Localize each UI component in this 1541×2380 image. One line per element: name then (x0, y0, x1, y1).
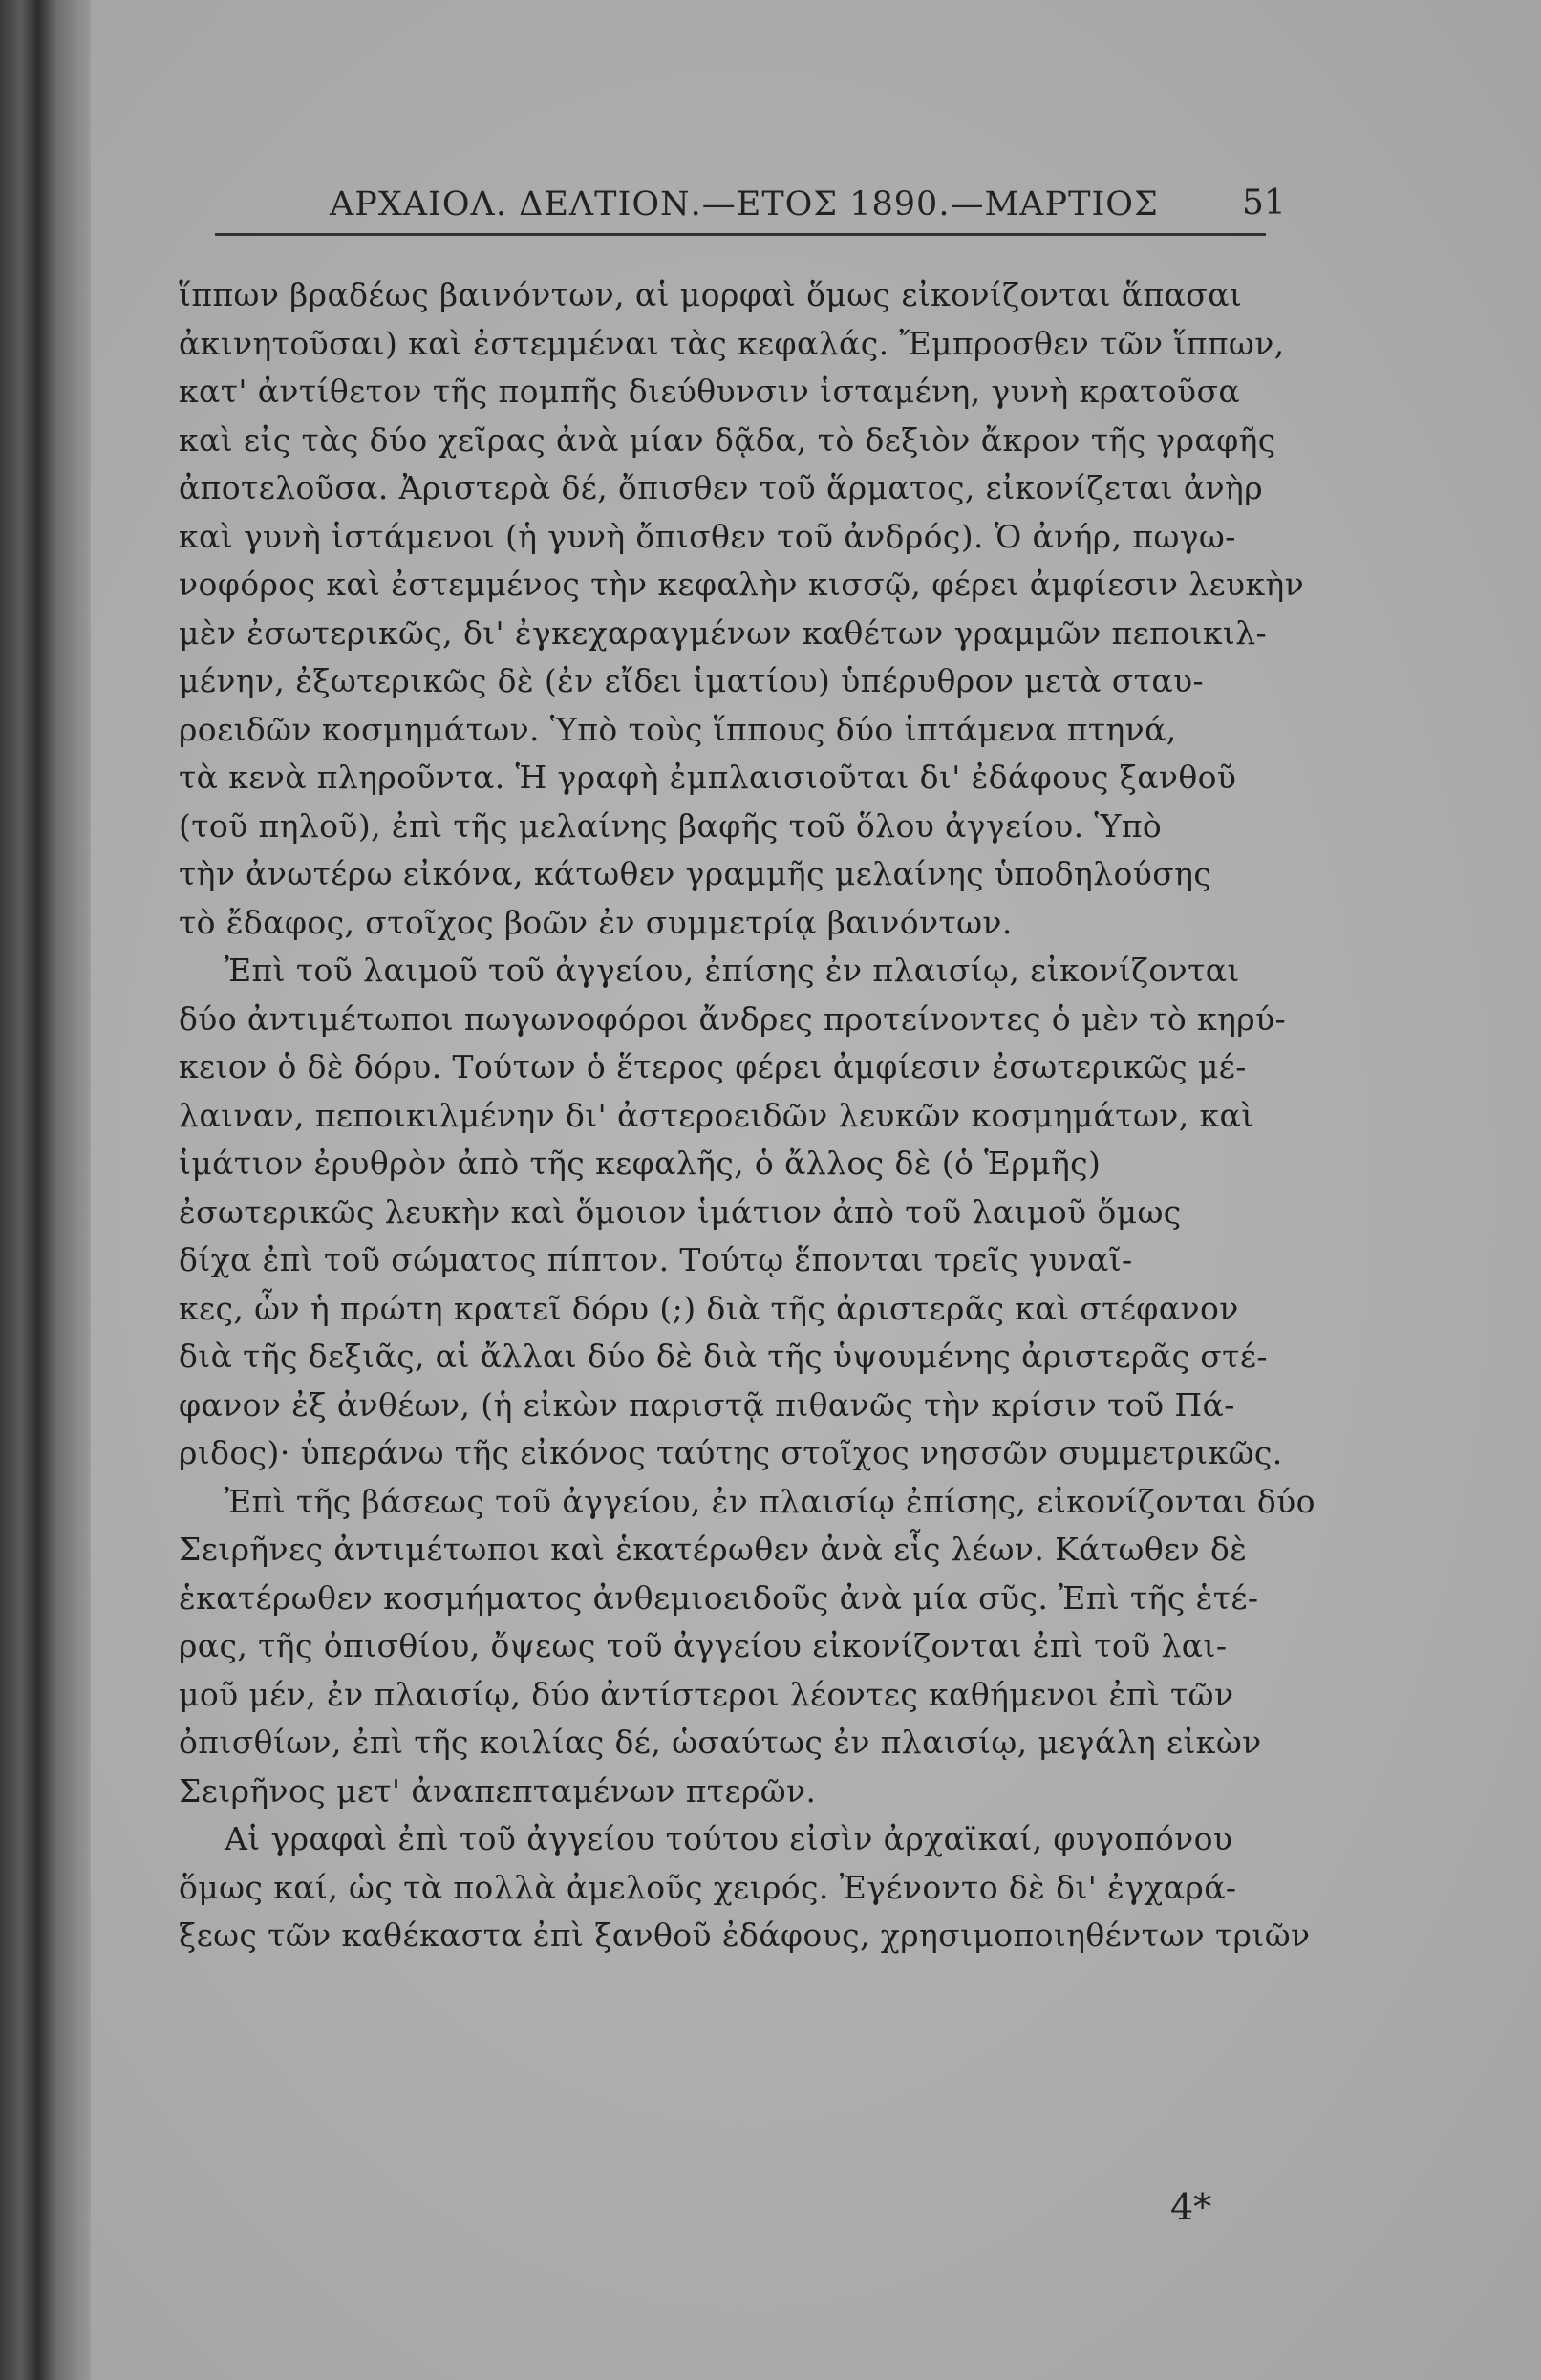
text-line: ρας, τῆς ὀπισθίου, ὄψεως τοῦ ἀγγείου εἰκονίζονται ἐπὶ τοῦ λαι- (179, 1627, 1228, 1664)
text-line: δίχα ἐπὶ τοῦ σώματος πίπτον. Τούτῳ ἕπονται τρεῖς γυναῖ- (179, 1241, 1133, 1278)
text-line: Σειρῆνος μετ' ἀναπεπταμένων πτερῶν. (179, 1771, 817, 1810)
page-number: 51 (1242, 183, 1286, 223)
text-line: ἱμάτιον ἐρυθρὸν ἀπὸ τῆς κεφαλῆς, ὁ ἄλλος δὲ (ὁ Ἑρμῆς) (179, 1145, 1102, 1182)
text-line: κειον ὁ δὲ δόρυ. Τούτων ὁ ἕτερος φέρει ἀμφίεσιν ἐσωτερικῶς μέ- (179, 1048, 1247, 1085)
body-text (179, 271, 1325, 1961)
text-line: φανον ἐξ ἀνθέων, (ἡ εἰκὼν παριστᾷ πιθανῶς τὴν κρίσιν τοῦ Πά- (179, 1385, 1235, 1424)
text-line: δύο ἀντιμέτωποι πωγωνοφόροι ἄνδρες προτείνοντες ὁ μὲν τὸ κηρύ- (179, 999, 1287, 1038)
text-line: (τοῦ πηλοῦ), ἐπὶ τῆς μελαίνης βαφῆς τοῦ ὅλου ἀγγείου. Ὑπὸ (179, 806, 1163, 845)
text-line: ὅμως καί, ὡς τὰ πολλὰ ἀμελοῦς χειρός. Ἐγένοντο δὲ δι' ἐγχαρά- (179, 1868, 1237, 1906)
text-line: κες, ὧν ἡ πρώτη κρατεῖ δόρυ (;) διὰ τῆς ἀριστερᾶς καὶ στέφανον (179, 1289, 1239, 1327)
text-line: διὰ τῆς δεξιᾶς, αἱ ἄλλαι δύο δὲ διὰ τῆς ὑψουμένης ἀριστερᾶς στέ- (179, 1338, 1268, 1375)
signature-mark: 4* (1170, 2186, 1212, 2228)
text-line: μένην, ἐξωτερικῶς δὲ (ἐν εἴδει ἱματίου) ὑπέρυθρον μετὰ σταυ- (179, 662, 1205, 699)
text-line: μὲν ἐσωτερικῶς, δι' ἐγκεχαραγμένων καθέτων γραμμῶν πεποικιλ- (179, 613, 1268, 652)
text-line: τὸ ἔδαφος, στοῖχος βοῶν ἐν συμμετρίᾳ βαινόντων. (179, 903, 1013, 941)
text-line: ξεως τῶν καθέκαστα ἐπὶ ξανθοῦ ἐδάφους, χρησιμοποιηθέντων τριῶν (179, 1917, 1311, 1954)
text-line: καὶ εἰς τὰς δύο χεῖρας ἀνὰ μίαν δᾷδα, τὸ δεξιὸν ἄκρον τῆς γραφῆς (179, 420, 1276, 459)
page-header (124, 180, 1286, 237)
text-line: ριδος)· ὑπεράνω τῆς εἰκόνος ταύτης στοῖχος νησσῶν συμμετρικῶς. (179, 1434, 1283, 1471)
text-line: ἵππων βραδέως βαινόντων, αἱ μορφαὶ ὅμως εἰκονίζονται ἅπασαι (179, 276, 1243, 313)
paragraph-start-line: Αἱ γραφαὶ ἐπὶ τοῦ ἀγγείου τούτου εἰσὶν ἀρχαϊκαί, φυγοπόνου (225, 1820, 1233, 1857)
text-line: ἀποτελοῦσα. Ἀριστερὰ δέ, ὄπισθεν τοῦ ἅρματος, εἰκονίζεται ἀνὴρ (179, 469, 1264, 506)
text-line: νοφόρος καὶ ἐστεμμένος τὴν κεφαλὴν κισσῷ, φέρει ἀμφίεσιν λευκὴν (179, 566, 1305, 603)
text-line: μοῦ μέν, ἐν πλαισίῳ, δύο ἀντίστεροι λέοντες καθήμενοι ἐπὶ τῶν (179, 1675, 1234, 1713)
text-line: τὴν ἀνωτέρω εἰκόνα, κάτωθεν γραμμῆς μελαίνης ὑποδηλούσης (179, 855, 1212, 892)
text-line: ὀπισθίων, ἐπὶ τῆς κοιλίας δέ, ὡσαύτως ἐν πλαισίῳ, μεγάλη εἰκὼν (179, 1724, 1262, 1761)
text-line: ἐσωτερικῶς λευκὴν καὶ ὅμοιον ἱμάτιον ἀπὸ τοῦ λαιμοῦ ὅμως (179, 1192, 1182, 1231)
book-gutter-shadow (0, 0, 91, 2380)
text-line: τὰ κενὰ πληροῦντα. Ἡ γραφὴ ἐμπλαισιοῦται δι' ἐδάφους ξανθοῦ (179, 759, 1237, 796)
text-line: Σειρῆνες ἀντιμέτωποι καὶ ἑκατέρωθεν ἀνὰ εἷς λέων. Κάτωθεν δὲ (179, 1531, 1248, 1568)
text-line: ἀκινητοῦσαι) καὶ ἐστεμμέναι τὰς κεφαλάς. Ἔμπροσθεν τῶν ἵππων, (179, 324, 1285, 362)
text-line: κατ' ἀντίθετον τῆς πομπῆς διεύθυνσιν ἱσταμένη, γυνὴ κρατοῦσα (179, 373, 1241, 410)
paragraph-start-line: Ἐπὶ τῆς βάσεως τοῦ ἀγγείου, ἐν πλαισίῳ ἐπίσης, εἰκονίζονται δύο (225, 1482, 1316, 1520)
paragraph-start-line: Ἐπὶ τοῦ λαιμοῦ τοῦ ἀγγείου, ἐπίσης ἐν πλαισίῳ, εἰκονίζονται (225, 952, 1240, 989)
header-rule (215, 233, 1266, 236)
text-line: καὶ γυνὴ ἱστάμενοι (ἡ γυνὴ ὄπισθεν τοῦ ἀνδρός). Ὁ ἀνήρ, πωγω- (179, 517, 1236, 555)
running-title: ΑΡΧΑΙΟΛ. ΔΕΛΤΙΟΝ.—ΕΤΟΣ 1890.—ΜΑΡΤΙΟΣ (330, 185, 1159, 224)
text-line: λαιναν, πεποικιλμένην δι' ἀστεροειδῶν λευκῶν κοσμημάτων, καὶ (179, 1096, 1254, 1134)
text-line: ροειδῶν κοσμημάτων. Ὑπὸ τοὺς ἵππους δύο ἱπτάμενα πτηνά, (179, 710, 1177, 748)
text-line: ἑκατέρωθεν κοσμήματος ἀνθεμιοειδοῦς ἀνὰ μία σῦς. Ἐπὶ τῆς ἑτέ- (179, 1578, 1259, 1617)
